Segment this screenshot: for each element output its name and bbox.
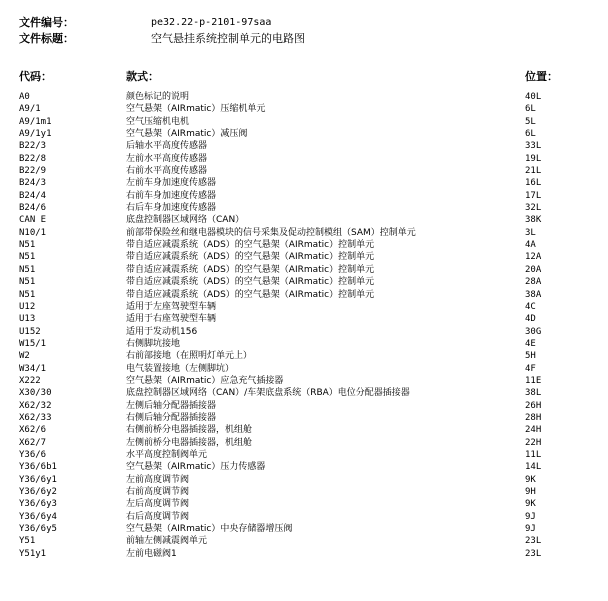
component-position: 28H	[525, 412, 542, 423]
table-row	[0, 387, 608, 399]
table-row	[0, 264, 608, 276]
component-position: 11E	[525, 375, 542, 386]
component-code: B24/3	[19, 178, 47, 189]
doc-number-label: 文件编号：	[19, 16, 74, 29]
component-description: 带自适应减震系统（ADS）的空气悬架（AIRmatic）控制单元	[126, 240, 375, 251]
component-description: 适用于发动机156	[126, 326, 198, 337]
component-description: 空气悬架（AIRmatic）中央存储器增压阀	[126, 524, 293, 535]
component-code: X222	[19, 375, 41, 386]
table-row	[0, 190, 608, 202]
table-row	[0, 338, 608, 350]
component-code: B22/9	[19, 166, 47, 177]
component-description: 水平高度控制阀单元	[126, 449, 208, 460]
table-row	[0, 251, 608, 263]
table-row	[0, 202, 608, 214]
table-row	[0, 461, 608, 473]
table-row	[0, 326, 608, 338]
component-code: B24/6	[19, 203, 47, 214]
component-position: 6L	[525, 129, 536, 140]
component-code: Y36/6y1	[19, 474, 57, 485]
component-description: 空气悬架（AIRmatic）压力传感器	[126, 462, 266, 473]
component-code: Y36/6	[19, 449, 47, 460]
component-code: W34/1	[19, 363, 47, 374]
component-position: 23L	[525, 536, 542, 547]
component-description: 适用于左座驾驶型车辆	[126, 301, 217, 312]
component-position: 9J	[525, 524, 536, 535]
component-code: N51	[19, 264, 36, 275]
component-description: 后轴水平高度传感器	[126, 141, 208, 152]
component-code: Y36/6y5	[19, 524, 57, 535]
component-description: 适用于右座驾驶型车辆	[126, 314, 217, 325]
component-code: X62/33	[19, 412, 52, 423]
table-row	[0, 116, 608, 128]
component-code: N51	[19, 277, 36, 288]
component-position: 9H	[525, 487, 536, 497]
component-code: U152	[19, 326, 41, 337]
table-row	[0, 165, 608, 177]
component-code: X30/30	[19, 388, 52, 399]
component-description: 电气装置接地（左侧脚坑）	[126, 363, 235, 374]
component-code: Y36/6y3	[19, 499, 57, 510]
component-position: 4A	[525, 240, 536, 251]
component-position: 20A	[525, 264, 542, 275]
table-row	[0, 276, 608, 288]
component-code: N51	[19, 289, 36, 300]
component-description: 左后高度调节阀	[126, 499, 190, 510]
component-position: 9K	[525, 499, 536, 510]
component-description: 右后车身加速度传感器	[126, 203, 217, 214]
component-code: X62/7	[19, 437, 47, 448]
table-row	[0, 535, 608, 547]
component-position: 4E	[525, 338, 536, 349]
component-code: N10/1	[19, 227, 47, 238]
component-code: B24/4	[19, 190, 47, 201]
component-position: 9K	[525, 474, 536, 485]
component-description: 带自适应减震系统（ADS）的空气悬架（AIRmatic）控制单元	[126, 264, 375, 275]
component-position: 19L	[525, 153, 542, 164]
component-description: 左侧前桥分电器插接器，机组舱	[126, 437, 253, 448]
component-position: 40L	[525, 92, 542, 102]
component-code: CAN E	[19, 215, 47, 226]
table-row	[0, 214, 608, 226]
table-row	[0, 424, 608, 436]
table-row	[0, 140, 608, 152]
table-row	[0, 103, 608, 115]
table-row	[0, 474, 608, 486]
doc-title-value: 空气悬挂系统控制单元的电路图	[151, 32, 305, 45]
table-row	[0, 227, 608, 239]
component-position: 21L	[525, 166, 542, 177]
component-code: B22/3	[19, 141, 47, 152]
component-position: 24H	[525, 425, 542, 436]
component-position: 33L	[525, 141, 542, 152]
component-description: 右侧前桥分电器插接器，机组舱	[126, 425, 253, 436]
component-code: X62/32	[19, 400, 52, 411]
component-description: 右前部接地（在照明灯单元上）	[126, 351, 253, 362]
table-row	[0, 91, 608, 103]
component-description: 右前车身加速度传感器	[126, 190, 217, 201]
component-description: 颜色标记的说明	[126, 92, 190, 102]
component-description: 空气压缩机电机	[126, 116, 190, 127]
component-code: N51	[19, 240, 36, 251]
component-position: 16L	[525, 178, 542, 189]
component-code: W15/1	[19, 338, 47, 349]
column-header-position: 位置：	[525, 70, 558, 83]
component-code: Y51y1	[19, 548, 47, 559]
column-header-description: 款式：	[126, 70, 159, 83]
table-row	[0, 400, 608, 412]
component-position: 4D	[525, 314, 536, 325]
component-description: 右前水平高度传感器	[126, 166, 208, 177]
component-position: 4F	[525, 363, 536, 374]
component-description: 带自适应减震系统（ADS）的空气悬架（AIRmatic）控制单元	[126, 277, 375, 288]
component-position: 38K	[525, 215, 542, 226]
component-position: 12A	[525, 252, 542, 263]
component-description: 空气悬架（AIRmatic）压缩机单元	[126, 104, 266, 115]
table-row	[0, 486, 608, 498]
component-position: 32L	[525, 203, 542, 214]
component-code: W2	[19, 351, 30, 362]
component-description: 右后高度调节阀	[126, 511, 190, 522]
component-description: 左前电磁阀1	[126, 548, 177, 559]
component-position: 17L	[525, 190, 542, 201]
component-description: 前部带保险丝和继电器模块的信号采集及促动控制模组（SAM）控制单元	[126, 227, 416, 238]
component-position: 14L	[525, 462, 542, 473]
component-position: 4C	[525, 301, 536, 312]
table-row	[0, 437, 608, 449]
table-row	[0, 289, 608, 301]
component-code: A9/1	[19, 104, 41, 115]
column-header-code: 代码：	[19, 70, 52, 83]
component-code: Y36/6y4	[19, 511, 57, 522]
component-description: 左前高度调节阀	[126, 474, 190, 485]
component-code: Y36/6y2	[19, 487, 57, 497]
component-description: 左侧后轴分配器插接器	[126, 400, 217, 411]
component-position: 30G	[525, 326, 542, 337]
component-description: 前轴左侧减震阀单元	[126, 536, 208, 547]
table-row	[0, 449, 608, 461]
component-code: A9/1m1	[19, 116, 52, 127]
component-code: U13	[19, 314, 36, 325]
table-row	[0, 350, 608, 362]
table-row	[0, 375, 608, 387]
component-position: 5L	[525, 116, 536, 127]
component-description: 空气悬架（AIRmatic）应急充气插接器	[126, 375, 284, 386]
table-row	[0, 511, 608, 523]
component-position: 28A	[525, 277, 542, 288]
component-description: 带自适应减震系统（ADS）的空气悬架（AIRmatic）控制单元	[126, 289, 375, 300]
component-code: Y51	[19, 536, 36, 547]
component-code: A0	[19, 92, 30, 102]
doc-title-label: 文件标题：	[19, 32, 74, 45]
component-description: 空气悬架（AIRmatic）减压阀	[126, 129, 248, 140]
table-row	[0, 313, 608, 325]
table-row	[0, 548, 608, 560]
component-code: B22/8	[19, 153, 47, 164]
component-description: 右前高度调节阀	[126, 487, 190, 497]
component-code: N51	[19, 252, 36, 263]
doc-number-value: pe32.22-p-2101-97saa	[151, 17, 272, 28]
component-position: 11L	[525, 449, 542, 460]
component-position: 5H	[525, 351, 536, 362]
component-code: A9/1y1	[19, 129, 52, 140]
component-position: 9J	[525, 511, 536, 522]
component-description: 左前车身加速度传感器	[126, 178, 217, 189]
component-description: 右侧脚坑接地	[126, 338, 181, 349]
table-row	[0, 363, 608, 375]
component-description: 左前水平高度传感器	[126, 153, 208, 164]
component-description: 右侧后轴分配器插接器	[126, 412, 217, 423]
table-row	[0, 523, 608, 535]
component-code: Y36/6b1	[19, 462, 57, 473]
component-position: 23L	[525, 548, 542, 559]
component-description: 底盘控制器区域网络（CAN）	[126, 215, 245, 226]
component-position: 38L	[525, 388, 542, 399]
table-row	[0, 239, 608, 251]
table-row	[0, 153, 608, 165]
table-row	[0, 177, 608, 189]
component-position: 26H	[525, 400, 542, 411]
component-description: 底盘控制器区域网络（CAN）/车架底盘系统（RBA）电位分配器插接器	[126, 388, 410, 399]
table-row	[0, 301, 608, 313]
table-row	[0, 128, 608, 140]
component-position: 6L	[525, 104, 536, 115]
component-description: 带自适应减震系统（ADS）的空气悬架（AIRmatic）控制单元	[126, 252, 375, 263]
table-row	[0, 498, 608, 510]
component-code: U12	[19, 301, 36, 312]
component-code: X62/6	[19, 425, 47, 436]
table-row	[0, 412, 608, 424]
legend-table	[0, 91, 608, 560]
component-position: 3L	[525, 227, 536, 238]
component-position: 22H	[525, 437, 542, 448]
component-position: 38A	[525, 289, 542, 300]
